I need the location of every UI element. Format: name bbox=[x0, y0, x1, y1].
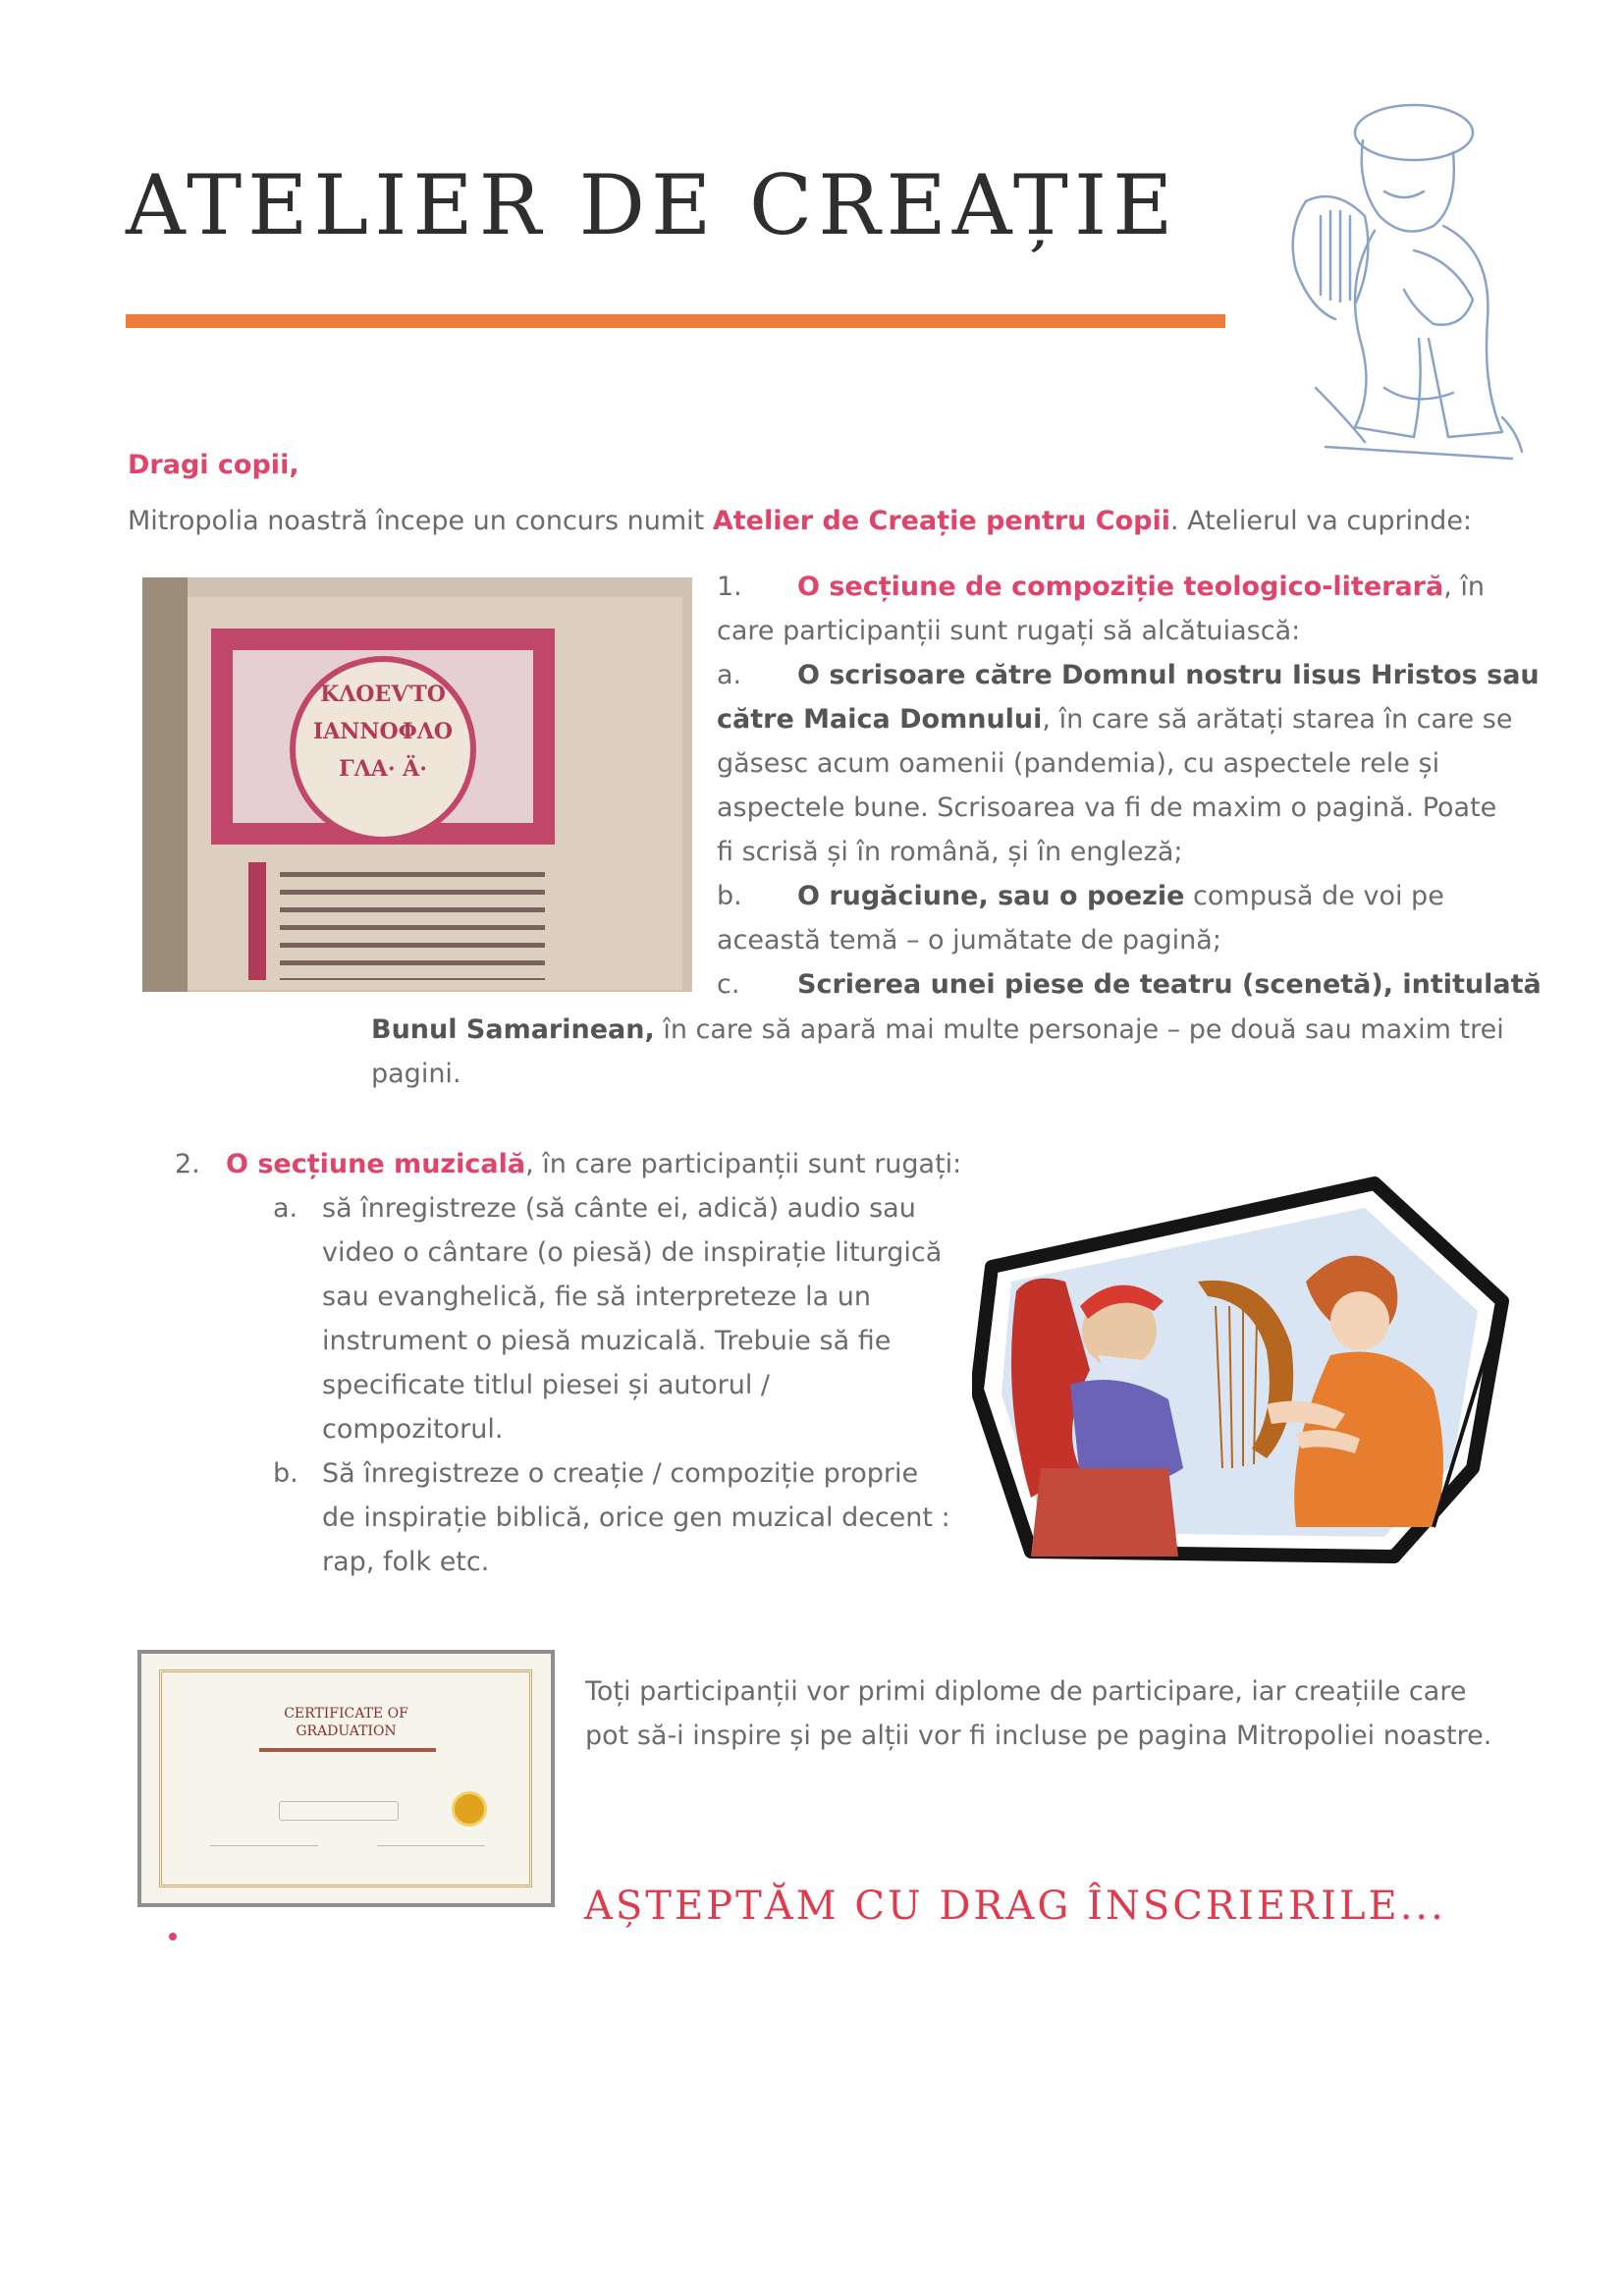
item-1a bbox=[717, 653, 1540, 697]
section-2-heading bbox=[175, 1142, 961, 1186]
certificate-image bbox=[137, 1650, 555, 1907]
item-marker: a. bbox=[717, 660, 742, 690]
certificate-flourish bbox=[259, 1748, 436, 1752]
initial-letter bbox=[248, 862, 266, 980]
manuscript-text-lines bbox=[280, 872, 545, 980]
section-2-number: 2. bbox=[175, 1149, 200, 1179]
item-2b-line: rap, folk etc. bbox=[322, 1547, 490, 1577]
item-2b-body bbox=[322, 1496, 950, 1584]
intro-after: . Atelierul va cuprinde: bbox=[1170, 506, 1473, 536]
section-1-heading bbox=[717, 565, 1502, 609]
contest-name: Atelier de Creație pentru Copii bbox=[712, 506, 1170, 536]
title-underline bbox=[126, 314, 1225, 328]
section-1-number: 1. bbox=[717, 572, 742, 602]
section-1 bbox=[717, 565, 1542, 1007]
item-2a bbox=[273, 1186, 916, 1230]
item-1b-line: această temă – o jumătate de pagină; bbox=[717, 925, 1221, 956]
harp-players-illustration bbox=[972, 1174, 1527, 1571]
item-1a-title: O scrisoare către Domnul nostru Iisus Hristos sau bbox=[797, 660, 1540, 690]
manuscript-photo bbox=[142, 577, 692, 992]
item-2a-body bbox=[322, 1230, 942, 1451]
item-marker: b. bbox=[273, 1458, 298, 1489]
item-2a-line: specificate titlul piesei și autorul / bbox=[322, 1370, 771, 1400]
page-title: ATELIER DE CREAȚIE bbox=[126, 157, 1179, 253]
item-2a-line: compozitorul. bbox=[322, 1414, 504, 1445]
greeting: Dragi copii, bbox=[128, 450, 299, 480]
item-1b bbox=[717, 874, 1502, 918]
section-2-title: O secțiune muzicală bbox=[226, 1149, 526, 1179]
angel-harp-illustration bbox=[1267, 93, 1542, 466]
frame-medallion bbox=[290, 656, 476, 843]
certificate-seal bbox=[452, 1791, 487, 1827]
diplomas-line: Toți participanții vor primi diplome de participare, iar creațiile care bbox=[585, 1676, 1467, 1707]
item-1a-line: fi scrisă și în română, și în engleză; bbox=[717, 837, 1183, 867]
item-2b-line: Să înregistreze o creație / compoziție proprie bbox=[322, 1458, 919, 1489]
item-1c-continued bbox=[371, 1008, 1504, 1096]
item-1b-title: O rugăciune, sau o poezie bbox=[797, 881, 1185, 911]
signature-line bbox=[210, 1845, 318, 1846]
section-1-rest: , în bbox=[1443, 572, 1485, 602]
item-1a-title-cont: către Maica Domnului bbox=[717, 704, 1043, 735]
item-1c-line bbox=[371, 1008, 1504, 1052]
section-2-rest: , în care participanții sunt rugați: bbox=[525, 1149, 962, 1179]
play-title: Bunul Samarinean, bbox=[371, 1014, 655, 1045]
section-1-line: care participanții sunt rugați să alcătuiască: bbox=[717, 616, 1301, 646]
bullet-dot bbox=[169, 1933, 177, 1941]
item-1a-line: aspectele bune. Scrisoarea va fi de maxim o pagină. Poate bbox=[717, 793, 1497, 823]
item-1a-line: găsesc acum oamenii (pandemia), cu aspectele rele și bbox=[717, 748, 1440, 779]
item-2a-line: instrument o piesă muzicală. Trebuie să fie bbox=[322, 1326, 892, 1356]
certificate-ribbon bbox=[279, 1801, 399, 1821]
item-1c-title: Scrierea unei piese de teatru (scenetă), intitulată bbox=[797, 969, 1542, 1000]
item-1b-text: compusă de voi pe bbox=[1184, 881, 1444, 911]
certificate-border bbox=[159, 1669, 532, 1887]
item-marker: c. bbox=[717, 969, 740, 1000]
manuscript-line: ΙΑΝΝΟΦΛΟ bbox=[312, 719, 454, 744]
section-1-title: O secțiune de compoziție teologico-literară bbox=[797, 572, 1444, 602]
diplomas-line: pot să-i inspire și pe alții vor fi incluse pe pagina Mitropoliei noastre. bbox=[585, 1721, 1492, 1751]
closing-message: AȘTEPTĂM CU DRAG ÎNSCRIERILE... bbox=[584, 1884, 1446, 1929]
manuscript-binding bbox=[142, 577, 188, 992]
item-1a-line bbox=[717, 697, 1513, 741]
item-marker: b. bbox=[717, 881, 742, 911]
intro-text bbox=[128, 506, 1472, 536]
item-1c-text: în care să apară mai multe personaje – pe două sau maxim trei bbox=[654, 1014, 1504, 1045]
manuscript-line: ΚΛΟΕѴΤΟ bbox=[320, 682, 446, 707]
signature-line bbox=[377, 1845, 485, 1846]
item-2a-line: să înregistreze (să cânte ei, adică) audio sau bbox=[322, 1193, 916, 1224]
item-marker: a. bbox=[273, 1193, 298, 1224]
intro-before: Mitropolia noastră începe un concurs numit bbox=[128, 506, 713, 536]
item-2b bbox=[273, 1451, 918, 1496]
item-2b-line: de inspirație biblică, orice gen muzical decent : bbox=[322, 1503, 950, 1533]
item-2a-line: sau evanghelică, fie să interpreteze la un bbox=[322, 1282, 871, 1312]
item-1c bbox=[717, 962, 1542, 1007]
manuscript-line: ΓΛΑ· Ä· bbox=[339, 756, 427, 782]
item-2a-line: video o cântare (o piesă) de inspirație liturgică bbox=[322, 1237, 943, 1268]
item-1c-line: pagini. bbox=[371, 1059, 461, 1089]
certificate-title bbox=[141, 1705, 551, 1740]
diplomas-paragraph bbox=[585, 1669, 1491, 1758]
item-1a-text: , în care să arătați starea în care se bbox=[1042, 704, 1513, 735]
certificate-line: GRADUATION bbox=[296, 1723, 397, 1739]
certificate-line: CERTIFICATE OF bbox=[284, 1706, 408, 1722]
